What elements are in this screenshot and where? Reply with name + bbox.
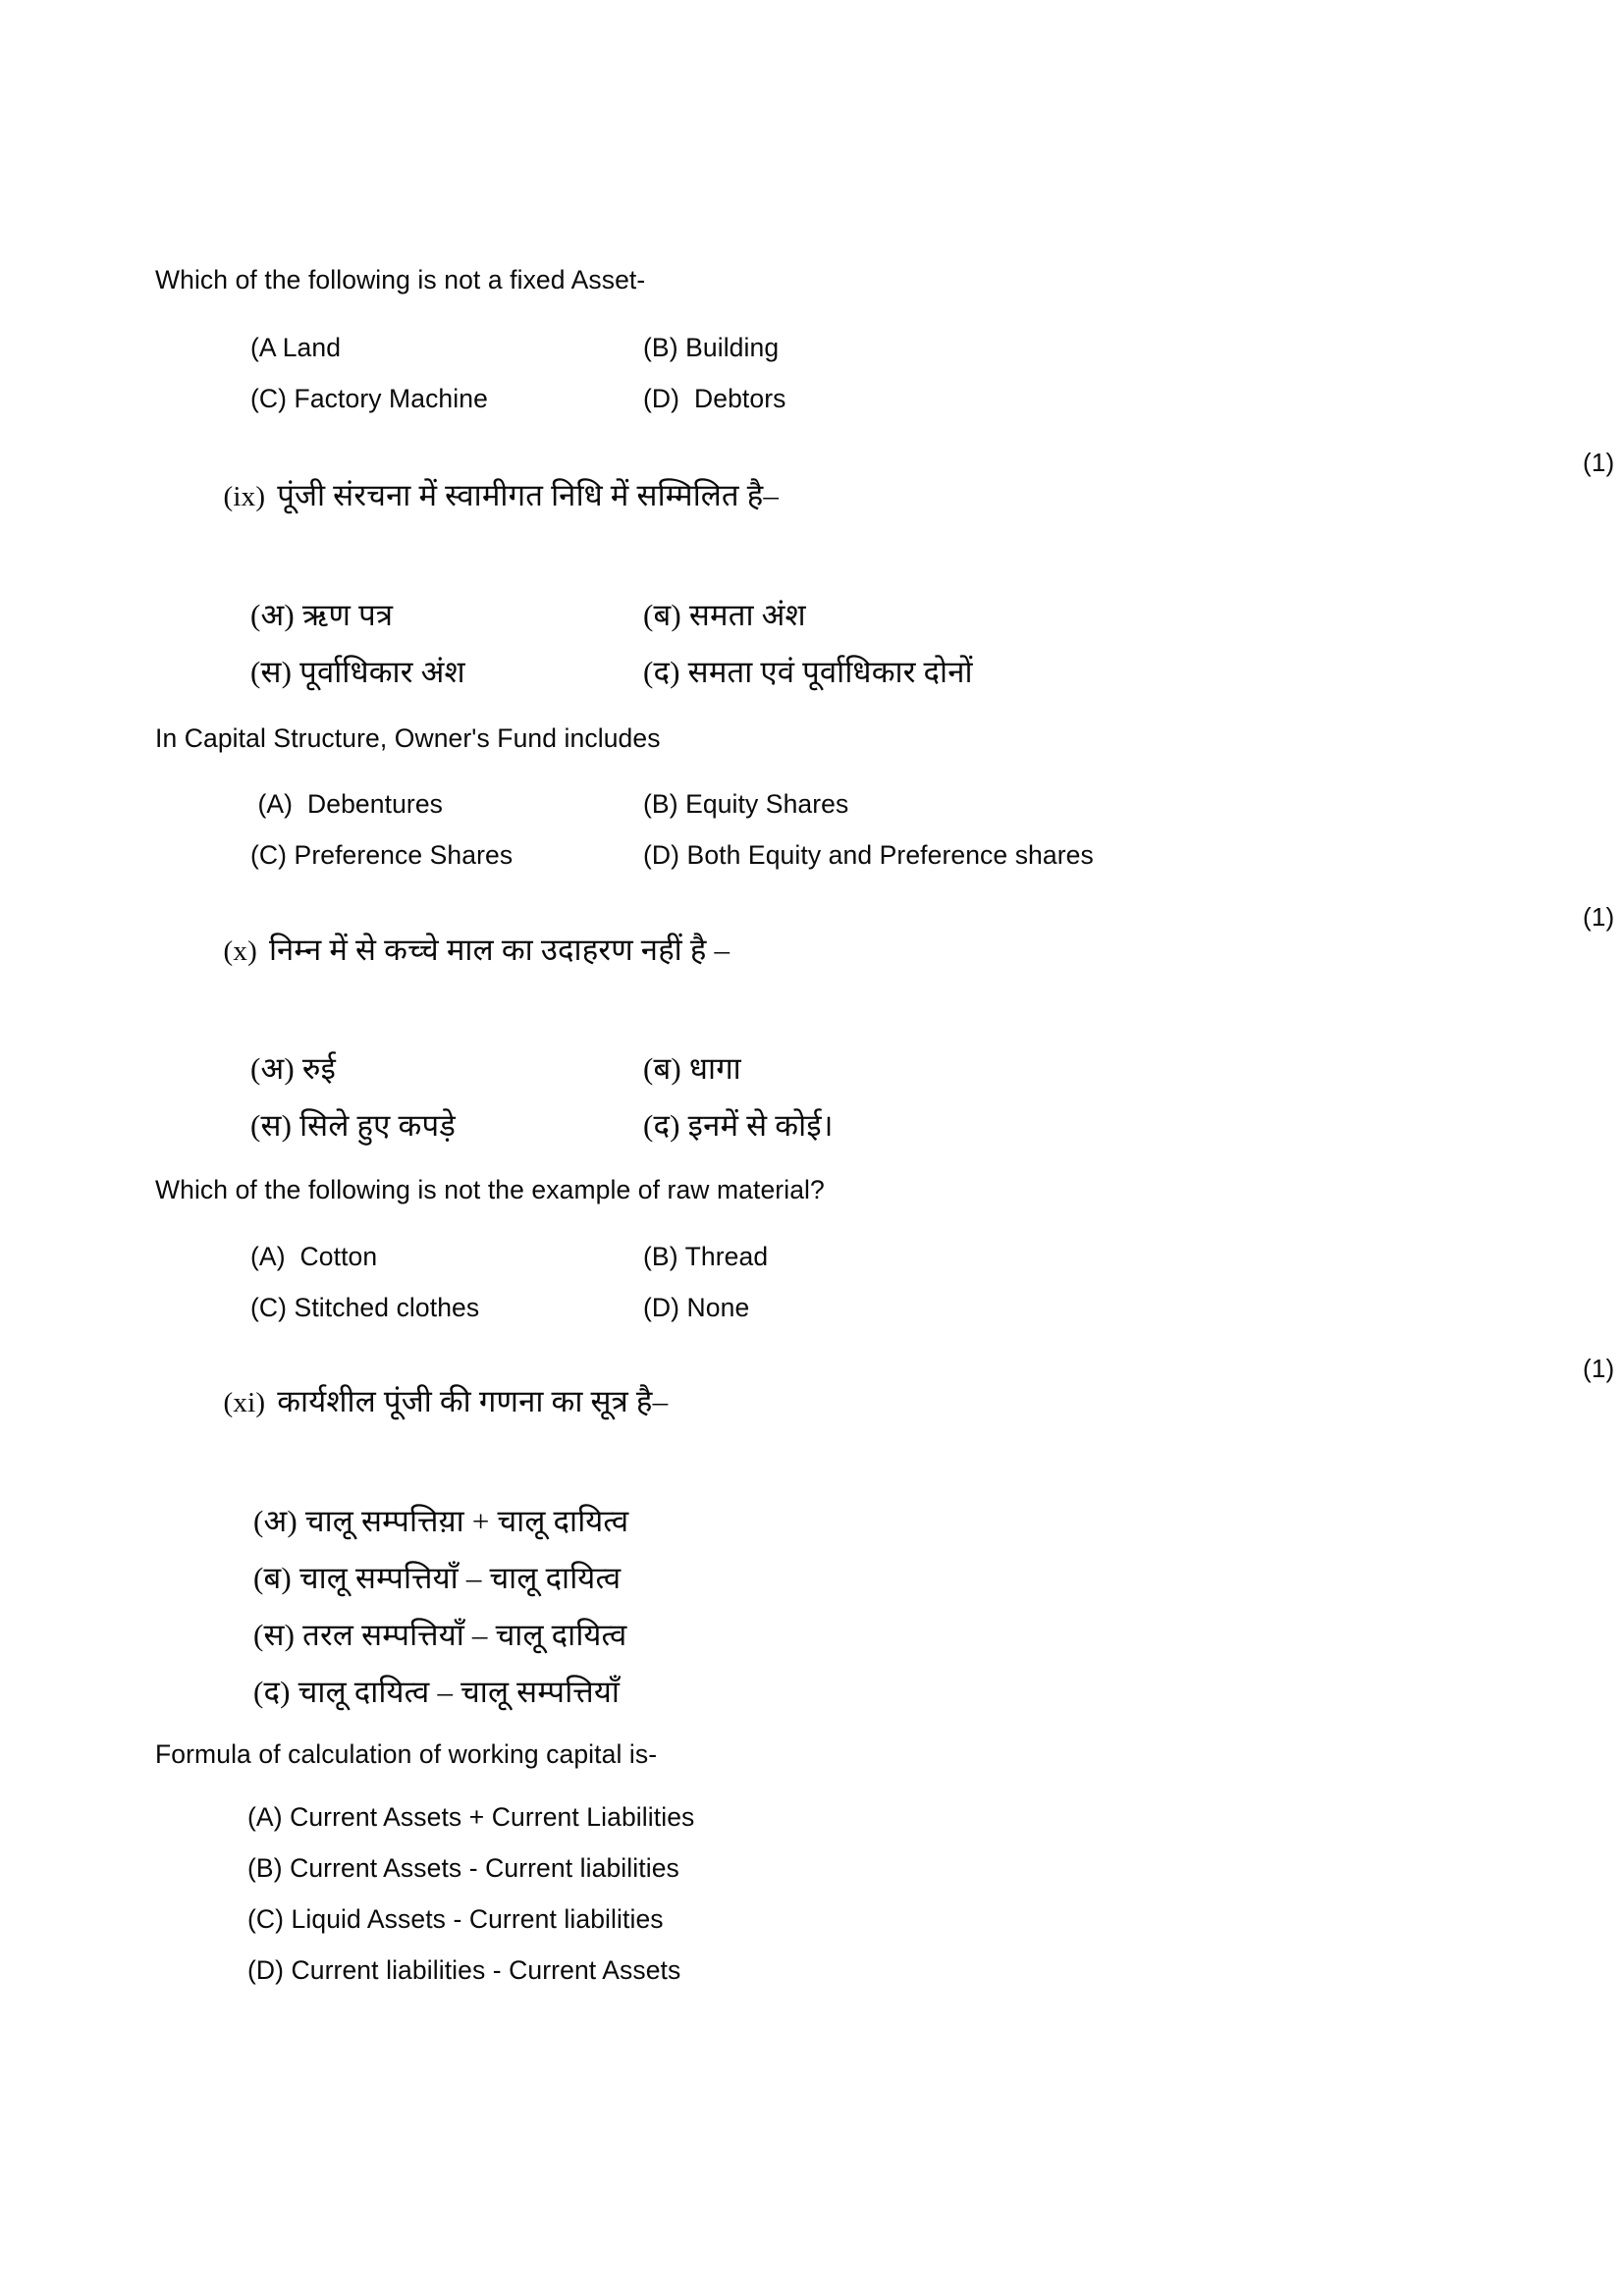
- option-row: [0, 789, 1624, 820]
- question-block-xi-hindi: [0, 1323, 1624, 1712]
- option-c[interactable]: (C) Preference Shares: [250, 840, 514, 870]
- question-number: (xi): [223, 1386, 266, 1418]
- option-d[interactable]: (D) Both Equity and Preference shares: [643, 840, 1094, 870]
- option-row: [0, 1242, 1624, 1272]
- option-row: [0, 1047, 1624, 1089]
- option-c[interactable]: (C) Stitched clothes: [250, 1292, 480, 1322]
- option-c[interactable]: (C) Factory Machine: [250, 383, 488, 413]
- option-row: [0, 651, 1624, 692]
- option-d[interactable]: (D) Debtors: [643, 383, 786, 413]
- option-a[interactable]: (अ) चालू सम्पत्तिय़ा + चालू दायित्व: [253, 1503, 629, 1538]
- question-block-x-english: [0, 1146, 1624, 1323]
- option-d[interactable]: (द) समता एवं पूर्वाधिकार दोनों: [643, 654, 973, 689]
- option-d[interactable]: (द) इनमें से कोई।: [643, 1108, 834, 1143]
- option-b[interactable]: (B) Building: [643, 332, 780, 362]
- question-number: (ix): [223, 480, 266, 512]
- question-stem: Which of the following is not the example of raw material?: [155, 1175, 825, 1204]
- option-row: [0, 594, 1624, 635]
- option-row: [0, 1293, 1624, 1323]
- option-b[interactable]: (B) Equity Shares: [643, 789, 849, 819]
- option-b[interactable]: (ब) समता अंश: [643, 597, 806, 632]
- question-stem: Which of the following is not a fixed Asset-: [155, 265, 646, 294]
- option-c[interactable]: (स) तरल सम्पत्तियाँ – चालू दायित्व: [253, 1617, 627, 1652]
- question-stem: Formula of calculation of working capital is-: [155, 1738, 658, 1769]
- option-c[interactable]: (स) पूर्वाधिकार अंश: [250, 654, 465, 689]
- option-row: [0, 840, 1624, 871]
- option-a[interactable]: (A Land: [250, 332, 342, 362]
- marks-label: (1): [1583, 902, 1615, 932]
- option-row: [0, 333, 1624, 363]
- question-block-xi-english: [0, 1712, 1624, 1987]
- question-text: पूंजी संरचना में स्वामीगत निधि में सम्मिलित है–: [277, 477, 780, 512]
- question-block-x-hindi: [0, 871, 1624, 1146]
- option-a[interactable]: (A) Cotton: [250, 1241, 378, 1271]
- option-a[interactable]: (अ) ऋण पत्र: [250, 597, 394, 632]
- question-stem: In Capital Structure, Owner's Fund includes: [155, 722, 661, 753]
- question-block-ix-english: [0, 692, 1624, 872]
- option-d[interactable]: (D) Current liabilities - Current Assets: [247, 1955, 681, 1985]
- option-c[interactable]: (स) सिले हुए कपड़े: [250, 1108, 457, 1143]
- question-number: (x): [223, 935, 257, 967]
- option-a[interactable]: (A) Current Assets + Current Liabilities: [247, 1802, 695, 1832]
- question-block-ix-hindi: [0, 414, 1624, 692]
- option-b[interactable]: (B) Current Assets - Current liabilities: [247, 1853, 679, 1883]
- marks-label: (1): [1583, 447, 1615, 477]
- question-block-fixed-asset-english: [0, 0, 1624, 414]
- question-stem-ix: [154, 447, 1624, 572]
- question-text: निम्न में से कच्चे माल का उदाहरण नहीं है –: [268, 933, 731, 967]
- option-b[interactable]: (B) Thread: [643, 1241, 769, 1271]
- option-c[interactable]: (C) Liquid Assets - Current liabilities: [247, 1904, 664, 1934]
- question-stem-xi: [154, 1353, 1624, 1478]
- option-row: [0, 1104, 1624, 1146]
- option-d[interactable]: (द) चालू दायित्व – चालू सम्पत्तियाँ: [253, 1674, 621, 1709]
- option-a[interactable]: (अ) रुई: [250, 1051, 337, 1086]
- question-stem-x: [154, 904, 1624, 1027]
- marks-label: (1): [1583, 1353, 1615, 1383]
- option-b[interactable]: (ब) धागा: [643, 1051, 741, 1086]
- question-text: कार्यशील पूंजी की गणना का सूत्र है–: [277, 1383, 669, 1418]
- option-row: [0, 384, 1624, 414]
- option-d[interactable]: (D) None: [643, 1292, 750, 1322]
- option-b[interactable]: (ब) चालू सम्पत्तियाँ – चालू दायित्व: [253, 1560, 622, 1595]
- option-a[interactable]: (A) Debentures: [250, 789, 444, 819]
